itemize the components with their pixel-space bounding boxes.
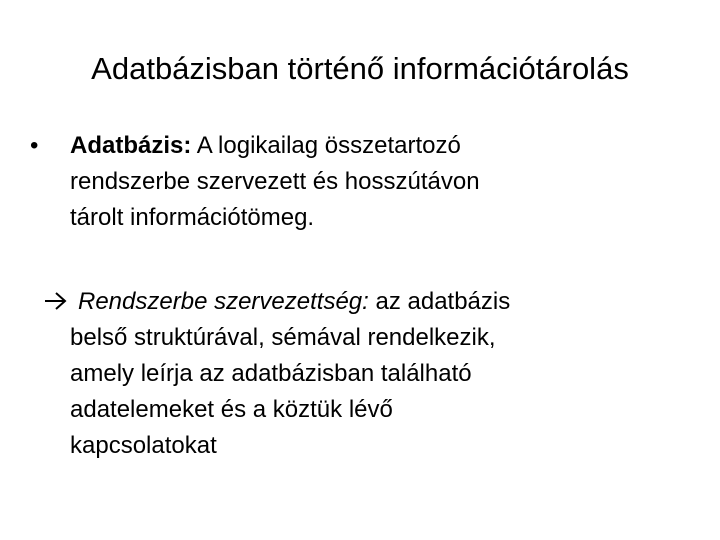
structure-term: Rendszerbe szervezettség: <box>78 288 369 315</box>
arrow-line-1 <box>44 284 694 320</box>
bullet-line-1-text <box>70 128 690 164</box>
right-arrow-icon <box>44 291 68 311</box>
structure-text-line-4: adatelemeket és a köztük lévő <box>70 396 393 423</box>
definition-text-line-3: tárolt információtömeg. <box>70 204 315 231</box>
bullet-definition <box>30 128 690 236</box>
definition-text-line-1: A logikailag összetartozó <box>191 132 461 159</box>
structure-text-line-5: kapcsolatokat <box>70 432 217 459</box>
slide-title: Adatbázisban történő információtárolás <box>91 51 629 86</box>
bullet-line-1 <box>30 128 690 164</box>
definition-term: Adatbázis: <box>70 132 192 159</box>
structure-text-line-2: belső struktúrával, sémával rendelkezik, <box>70 324 496 351</box>
bullet-marker: • <box>30 132 39 159</box>
arrow-line-1-text <box>78 284 510 320</box>
definition-text-line-2: rendszerbe szervezett és hosszútávon <box>70 168 480 195</box>
arrow-point-structure <box>44 284 694 464</box>
structure-text-line-3: amely leírja az adatbázisban található <box>70 360 472 387</box>
structure-text-line-1: az adatbázis <box>368 288 511 315</box>
